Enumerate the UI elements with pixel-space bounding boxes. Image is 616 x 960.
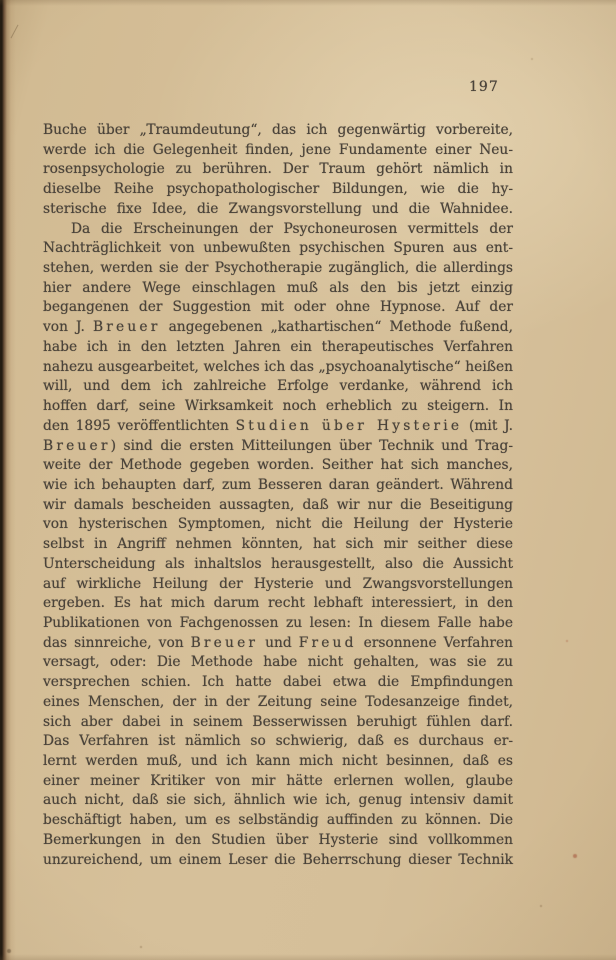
text-line	[43, 614, 513, 634]
text-segment: von J.	[43, 319, 93, 336]
text-line	[43, 476, 513, 496]
binding-shadow	[0, 0, 16, 960]
bottom-edge-shadow	[0, 954, 616, 960]
text-segment: ersonnene Verfahren	[356, 634, 513, 651]
text-segment: lernt werden muß, und ich kann mich nicht besinnen, daß es	[43, 753, 513, 769]
text-segment: selbst in Angriff nehmen könnten, hat sich mir seither diese	[43, 536, 513, 553]
text-line	[43, 417, 513, 437]
text-line	[43, 279, 513, 299]
text-line	[43, 851, 513, 871]
text-segment: stehen, werden sie der Psychotherapie zugänglich, die allerdings	[43, 260, 513, 277]
text-line	[43, 239, 513, 259]
text-line	[43, 456, 513, 476]
text-segment: ) sind die ersten Mitteilungen über Technik und Trag-	[110, 437, 513, 454]
text-line	[43, 121, 513, 141]
text-line	[43, 831, 513, 851]
text-line	[43, 515, 513, 535]
text-segment: (mit J.	[462, 417, 513, 434]
text-line	[43, 811, 513, 831]
text-line	[43, 318, 513, 338]
text-line	[43, 772, 513, 792]
text-segment: auch nicht, daß sie sich, ähnlich wie ich, genug intensiv damit	[43, 792, 513, 809]
text-segment: auf wirkliche Heilung der Hysterie und Zwangsvorstellungen	[43, 575, 513, 592]
text-segment: angegebenen „kathartischen“ Methode fußend,	[160, 319, 513, 336]
page-number: 197	[469, 79, 499, 95]
text-segment: Da die Erscheinungen der Psychoneurosen vermittels der	[71, 220, 513, 237]
text-segment: Buche über „Traumdeutung“, das ich gegenwärtig vorbereite,	[43, 122, 513, 138]
letterspaced-text: Freud	[298, 634, 357, 651]
text-line	[43, 791, 513, 811]
letterspaced-text: Breuer	[190, 634, 259, 651]
text-segment: hier andere Wege einschlagen muß als den bis jetzt einzig	[43, 279, 513, 296]
text-line	[43, 575, 513, 595]
text-line	[43, 496, 513, 516]
text-segment: einer meiner Kritiker von mir hätte erlernen wollen, glaube	[43, 772, 513, 789]
text-segment: wir damals bescheiden aussagten, daß wir nur die Beseitigung	[43, 496, 513, 513]
text-segment: wie ich behaupten darf, zum Besseren daran geändert. Während	[43, 476, 513, 493]
text-segment: will, und dem ich zahlreiche Erfolge verdanke, während ich	[43, 378, 513, 395]
text-segment: rosenpsychologie zu berühren. Der Traum gehört nämlich in	[43, 161, 513, 178]
text-segment: beschäftigt haben, um es selbständig auffinden zu können. Die	[43, 812, 513, 829]
text-segment: dieselbe Reihe psychopathologischer Bildungen, wie die hy-	[43, 181, 513, 198]
text-line	[43, 259, 513, 279]
text-segment: Bemerkungen in den Studien über Hysterie sind vollkommen	[43, 831, 513, 848]
text-segment: hoffen darf, seine Wirksamkeit noch erheblich zu steigern. In	[43, 398, 513, 415]
text-segment: unzureichend, um einem Leser die Beherrschung dieser Technik	[43, 851, 513, 868]
text-segment: versprechen schien. Ich hatte dabei etwa die Empfindungen	[43, 674, 513, 691]
text-segment: begangenen der Suggestion mit oder ohne Hypnose. Auf der	[43, 299, 513, 316]
text-line	[43, 713, 513, 733]
text-line	[43, 693, 513, 713]
text-segment: Das Verfahren ist nämlich so schwierig, daß es durchaus er-	[43, 733, 513, 750]
text-segment: von hysterischen Symptomen, nicht die Heilung der Hysterie	[43, 516, 513, 533]
text-line	[43, 220, 513, 240]
text-segment: sich aber dabei in seinem Besserwissen beruhigt fühlen darf.	[43, 713, 513, 730]
text-line	[43, 437, 513, 457]
letterspaced-text: Breuer	[92, 319, 161, 336]
text-segment: das sinnreiche, von	[43, 634, 191, 651]
text-line	[43, 180, 513, 200]
text-segment: weite der Methode gegeben worden. Seither hat sich manches,	[43, 457, 513, 474]
text-line	[43, 160, 513, 180]
text-line	[43, 535, 513, 555]
text-line	[43, 653, 513, 673]
text-line	[43, 200, 513, 220]
text-segment: eines Menschen, der in der Zeitung seine Todesanzeige findet,	[43, 693, 513, 710]
text-line	[43, 397, 513, 417]
text-segment: Unterscheidung als inhaltslos herausgestellt, also die Aussicht	[43, 555, 513, 572]
text-line	[43, 732, 513, 752]
text-segment: Nachträglichkeit von unbewußten psychischen Spuren aus ent-	[43, 240, 513, 257]
text-line	[43, 338, 513, 358]
text-segment: werde ich die Gelegenheit finden, jene Fundamente einer Neu-	[43, 141, 513, 158]
text-line	[43, 752, 513, 772]
text-segment: sterische fixe Idee, die Zwangsvorstellung und die Wahnidee.	[43, 200, 513, 217]
text-line	[43, 298, 513, 318]
letterspaced-text: Studien über Hysterie	[235, 417, 463, 434]
top-edge-shadow	[0, 0, 616, 6]
text-line	[43, 594, 513, 614]
text-segment: Publikationen von Fachgenossen zu lesen: In diesem Falle habe	[43, 614, 513, 631]
text-block	[43, 121, 513, 870]
text-segment: versagt, oder: Die Methode habe nicht gehalten, was sie zu	[43, 654, 513, 671]
paper-specks	[0, 0, 2, 2]
letterspaced-text: Breuer	[43, 437, 111, 454]
text-segment: ergeben. Es hat mich darum recht lebhaft interessiert, in den	[43, 595, 513, 612]
text-segment: habe ich in den letzten Jahren ein therapeutisches Verfahren	[43, 338, 513, 355]
text-line	[43, 358, 513, 378]
text-segment: nahezu ausgearbeitet, welches ich das „psychoanalytische“ heißen	[43, 358, 513, 375]
text-line	[43, 555, 513, 575]
text-segment: den 1895 veröffentlichten	[43, 417, 236, 434]
text-segment: und	[258, 634, 299, 651]
text-line	[43, 141, 513, 161]
text-line	[43, 377, 513, 397]
text-line	[43, 673, 513, 693]
text-line	[43, 634, 513, 654]
